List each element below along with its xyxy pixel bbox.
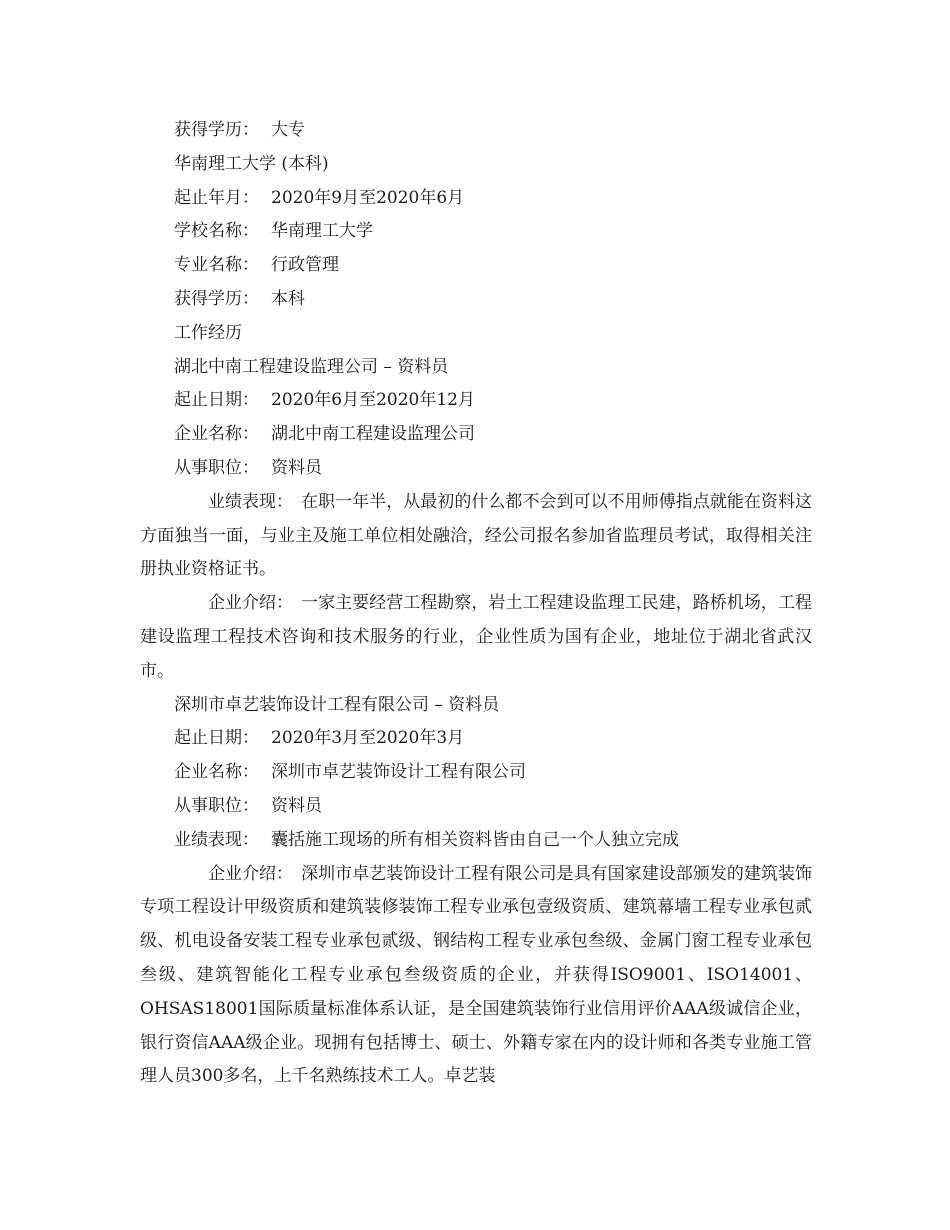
education-school-row bbox=[140, 215, 812, 249]
field-label: 学校名称： bbox=[174, 221, 259, 242]
field-value: 行政管理 bbox=[271, 255, 339, 276]
job-company-row bbox=[140, 756, 812, 790]
field-value: 在职一年半，从最初的什么都不会到可以不用师傅指点就能在资料这方面独当一面，与业主及施工单位相处融洽，经公司报名参加省监理员考试，取得相关注册执业资格证书。 bbox=[140, 491, 812, 580]
field-label: 起止日期： bbox=[174, 728, 259, 749]
field-value: 囊括施工现场的所有相关资料皆由自己一个人独立完成 bbox=[271, 829, 679, 850]
field-label: 获得学历： bbox=[174, 120, 259, 140]
education-degree-row bbox=[140, 114, 812, 148]
field-label: 企业介绍： bbox=[208, 863, 293, 884]
field-value: 湖北中南工程建设监理公司 bbox=[271, 424, 475, 445]
field-label: 业绩表现： bbox=[208, 491, 293, 512]
field-value: 资料员 bbox=[271, 795, 322, 816]
field-value: 深圳市卓艺装饰设计工程有限公司 bbox=[271, 762, 526, 783]
job-intro-paragraph bbox=[140, 858, 812, 1095]
job-heading: 湖北中南工程建设监理公司 – 资料员 bbox=[174, 356, 449, 377]
education-major-row bbox=[140, 249, 812, 283]
job-performance-paragraph bbox=[140, 486, 812, 587]
field-label: 业绩表现： bbox=[174, 829, 259, 850]
job-position-row bbox=[140, 452, 812, 486]
field-label: 起止年月： bbox=[174, 187, 259, 208]
field-label: 企业介绍： bbox=[208, 593, 293, 614]
field-label: 获得学历： bbox=[174, 288, 259, 309]
job-period-row bbox=[140, 722, 812, 756]
education-degree-row bbox=[140, 283, 812, 317]
field-value: 2020年3月至2020年3月 bbox=[271, 728, 465, 749]
field-value: 一家主要经营工程勘察，岩土工程建设监理工民建，路桥机场，工程建设监理工程技术咨询和技术服务的行业，企业性质为国有企业，地址位于湖北省武汉市。 bbox=[140, 593, 812, 681]
job-performance-row bbox=[140, 824, 812, 858]
field-value: 大专 bbox=[271, 120, 305, 140]
field-value: 2020年6月至2020年12月 bbox=[271, 390, 475, 411]
field-label: 专业名称： bbox=[174, 255, 259, 276]
education-heading: 华南理工大学 (本科) bbox=[174, 153, 329, 174]
field-value: 资料员 bbox=[271, 457, 322, 478]
field-value: 华南理工大学 bbox=[271, 221, 373, 242]
field-value: 本科 bbox=[271, 288, 305, 309]
field-label: 从事职位： bbox=[174, 795, 259, 816]
field-label: 企业名称： bbox=[174, 424, 259, 445]
job-company-row bbox=[140, 418, 812, 452]
field-value: 深圳市卓艺装饰设计工程有限公司是具有国家建设部颁发的建筑装饰专项工程设计甲级资质和建筑装修装饰工程专业承包壹级资质、建筑幕墙工程专业承包贰级、机电设备安装工程专业承包贰级、钢结构工程专业承包叁级、金属门窗工程专业承包叁级、建筑智能化工程专业承包叁级资质的企业，并获得ISO9001、ISO14001、OHSAS18001国际质量标准体系认证，是全国建筑装饰行业信用评价AAA级诚信企业，银行资信AAA级企业。现拥有包括博士、硕士、外籍专家在内的设计师和各类专业施工管理人员300多名，上千名熟练技术工人。卓艺装 bbox=[140, 863, 812, 1087]
field-label: 从事职位： bbox=[174, 457, 259, 478]
field-value: 2020年9月至2020年6月 bbox=[271, 187, 465, 208]
job-intro-paragraph bbox=[140, 587, 812, 688]
education-period-row bbox=[140, 182, 812, 216]
job-period-row bbox=[140, 384, 812, 418]
field-label: 企业名称： bbox=[174, 762, 259, 783]
work-section-title: 工作经历 bbox=[174, 322, 242, 343]
field-label: 起止日期： bbox=[174, 390, 259, 411]
resume-content bbox=[140, 114, 812, 1094]
job-position-row bbox=[140, 790, 812, 824]
job-heading: 深圳市卓艺装饰设计工程有限公司 – 资料员 bbox=[174, 694, 500, 715]
